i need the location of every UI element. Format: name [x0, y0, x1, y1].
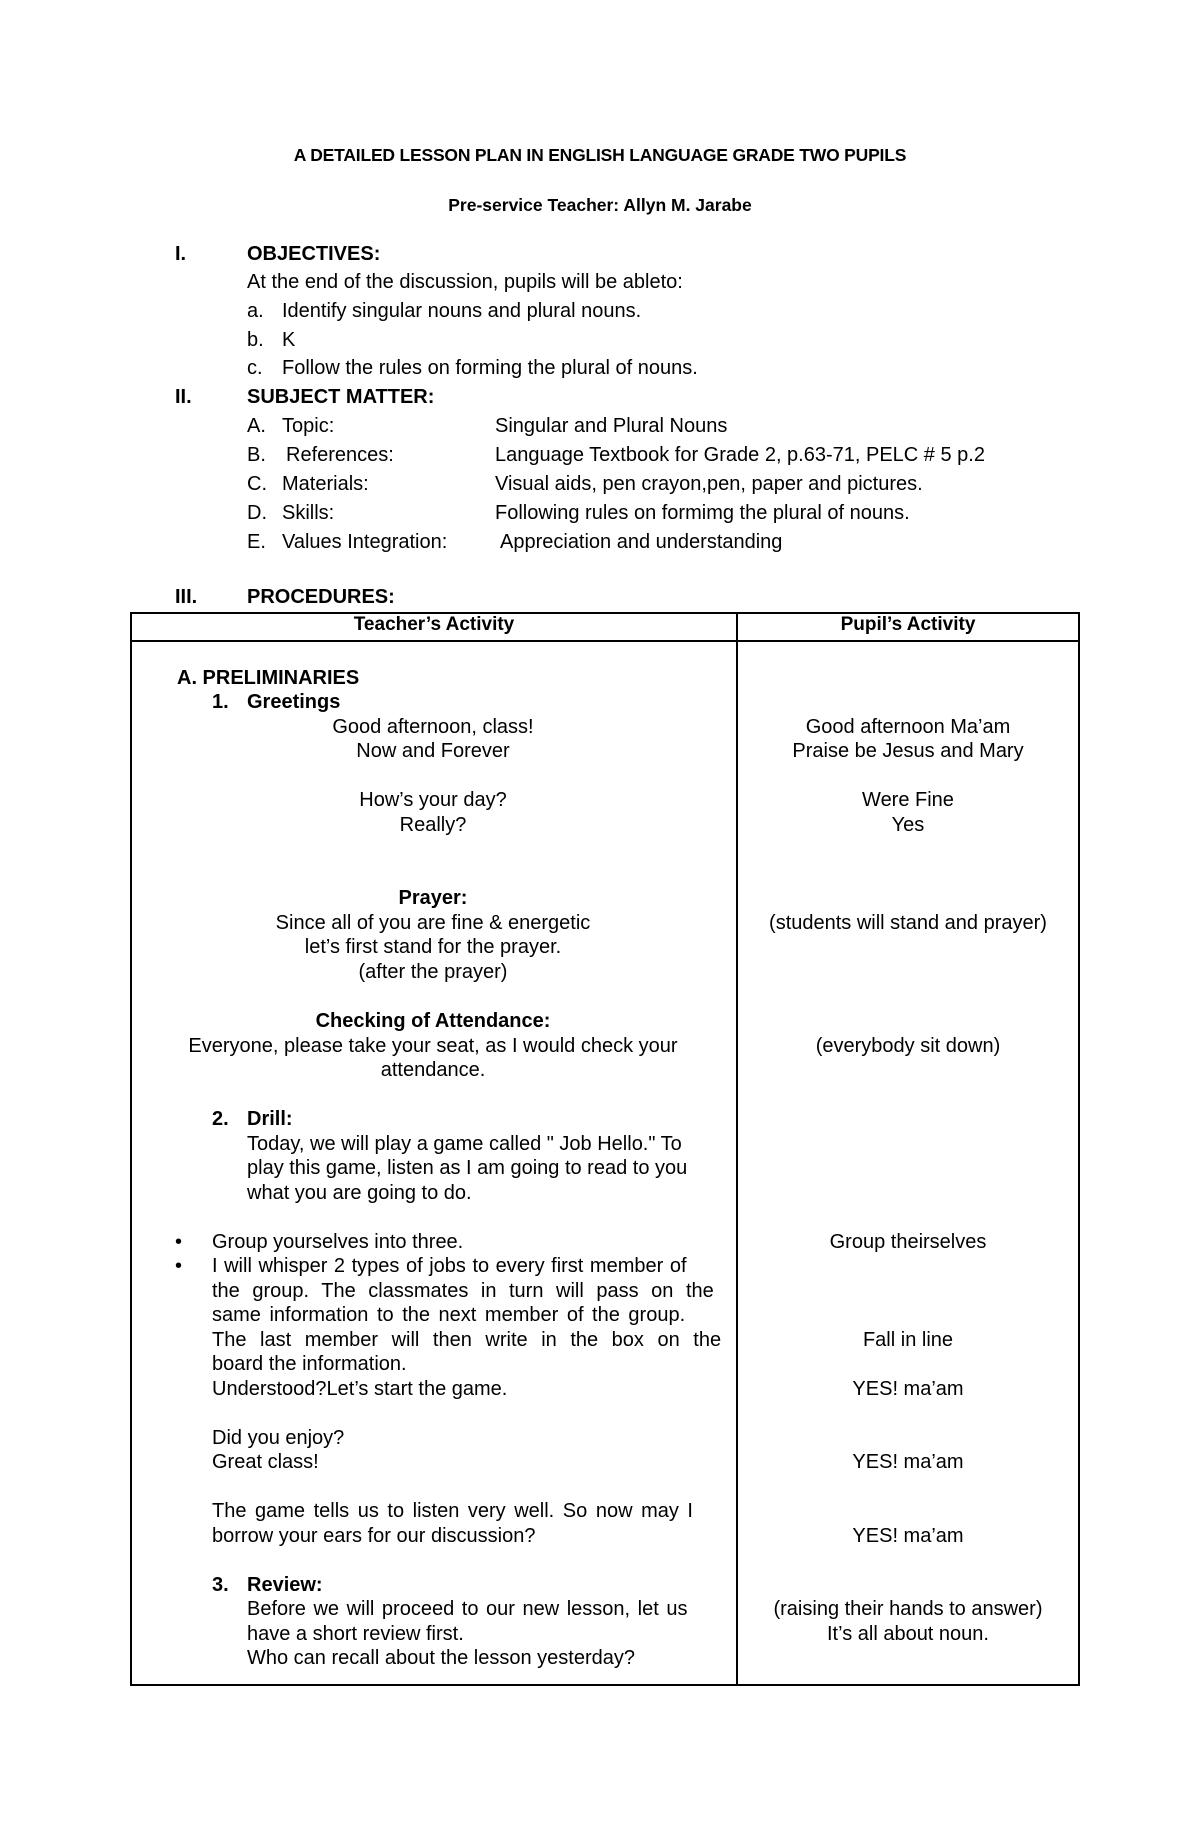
section-number: I.	[175, 243, 187, 265]
section-heading: OBJECTIVES:	[247, 243, 381, 265]
subject-letter: B.	[247, 444, 266, 466]
teacher-activity-cell	[131, 641, 737, 1685]
pupil-line: YES! ma’am	[852, 1451, 964, 1473]
objective-text: Identify singular nouns and plural nouns.	[282, 300, 642, 322]
teacher-line: attendance.	[380, 1059, 486, 1081]
subject-value: Language Textbook for Grade 2, p.63-71, PELC # 5 p.2	[495, 444, 985, 466]
objective-text: K	[282, 329, 296, 351]
teacher-line: The game tells us to listen very well. So now may I	[212, 1500, 693, 1522]
teacher-line: Now and Forever	[356, 740, 510, 762]
prayer-heading: Prayer:	[398, 887, 468, 909]
list-number: 2.	[212, 1108, 229, 1130]
greetings-heading: Greetings	[247, 691, 341, 713]
teacher-line: play this game, listen as I am going to read to you	[247, 1157, 688, 1179]
pupil-column-header: Pupil’s Activity	[737, 613, 1079, 641]
teacher-line: How’s your day?	[359, 789, 507, 811]
pupil-line: Good afternoon Ma’am	[805, 716, 1011, 738]
pupil-line: Fall in line	[862, 1329, 954, 1351]
teacher-line: the group. The classmates in turn will pass on the	[212, 1280, 714, 1302]
document-title: A DETAILED LESSON PLAN IN ENGLISH LANGUAGE GRADE TWO PUPILS	[293, 145, 907, 165]
subject-value: Following rules on formimg the plural of nouns.	[495, 502, 910, 524]
teacher-line: Did you enjoy?	[212, 1427, 345, 1449]
objectives-intro: At the end of the discussion, pupils will be ableto:	[247, 271, 683, 293]
subject-label: Topic:	[282, 415, 335, 437]
teacher-line: Good afternoon, class!	[332, 716, 534, 738]
pupil-line: (raising their hands to answer)	[773, 1598, 1043, 1620]
pupil-line: It’s all about noun.	[827, 1623, 989, 1645]
teacher-line: The last member will then write in the box on the	[212, 1329, 722, 1351]
teacher-line: I will whisper 2 types of jobs to every first member of	[212, 1255, 687, 1277]
teacher-line: Great class!	[212, 1451, 319, 1473]
subject-letter: A.	[247, 415, 266, 437]
subject-value: Visual aids, pen crayon,pen, paper and pictures.	[495, 473, 923, 495]
bullet-icon: •	[175, 1255, 183, 1277]
subject-label: Materials:	[282, 473, 369, 495]
subject-letter: E.	[247, 531, 266, 553]
teacher-line: let’s first stand for the prayer.	[304, 936, 562, 958]
list-number: 1.	[212, 691, 229, 713]
pupil-line: YES! ma’am	[852, 1525, 964, 1547]
teacher-line: borrow your ears for our discussion?	[212, 1525, 536, 1547]
subject-letter: D.	[247, 502, 267, 524]
bullet-icon: •	[175, 1231, 183, 1253]
teacher-line: Understood?Let’s start the game.	[212, 1378, 508, 1400]
preliminaries-heading: A. PRELIMINARIES	[177, 667, 360, 689]
teacher-line: Since all of you are fine & energetic	[275, 912, 591, 934]
pupil-line: Were Fine	[862, 789, 954, 811]
attendance-heading: Checking of Attendance:	[315, 1010, 551, 1032]
list-number: 3.	[212, 1574, 229, 1596]
review-heading: Review:	[247, 1574, 323, 1596]
procedures-table	[130, 612, 1080, 1686]
pupil-line: (students will stand and prayer)	[769, 912, 1047, 934]
teacher-line: Everyone, please take your seat, as I would check your	[188, 1035, 678, 1057]
subject-value: Singular and Plural Nouns	[495, 415, 728, 437]
subject-label: Values Integration:	[282, 531, 448, 553]
pupil-line: YES! ma’am	[852, 1378, 964, 1400]
subject-label: References:	[286, 444, 394, 466]
drill-heading: Drill:	[247, 1108, 293, 1130]
teacher-line: board the information.	[212, 1353, 407, 1375]
section-number: II.	[175, 386, 192, 408]
teacher-line: (after the prayer)	[358, 961, 508, 983]
pupil-line: (everybody sit down)	[815, 1035, 1001, 1057]
objective-text: Follow the rules on forming the plural of nouns.	[282, 357, 698, 379]
subject-letter: C.	[247, 473, 267, 495]
teacher-line: Who can recall about the lesson yesterday?	[247, 1647, 635, 1669]
teacher-line: have a short review first.	[247, 1623, 464, 1645]
objective-letter: a.	[247, 300, 264, 322]
pupil-line: Praise be Jesus and Mary	[792, 740, 1024, 762]
teacher-line: Today, we will play a game called " Job Hello." To	[247, 1133, 682, 1155]
teacher-line: same information to the next member of the group.	[212, 1304, 686, 1326]
pupil-activity-cell	[737, 641, 1079, 1685]
objective-letter: b.	[247, 329, 264, 351]
teacher-line: Before we will proceed to our new lesson, let us	[247, 1598, 688, 1620]
objective-letter: c.	[247, 357, 263, 379]
teacher-line: Group yourselves into three.	[212, 1231, 464, 1253]
teacher-column-header: Teacher’s Activity	[131, 613, 737, 641]
subject-label: Skills:	[282, 502, 335, 524]
section-number: III.	[175, 586, 198, 608]
teacher-line: what you are going to do.	[247, 1182, 472, 1204]
pupil-line: Group theirselves	[829, 1231, 987, 1253]
teacher-name: Pre-service Teacher: Allyn M. Jarabe	[448, 195, 752, 215]
pupil-line: Yes	[891, 814, 925, 836]
teacher-line: Really?	[399, 814, 467, 836]
section-heading: SUBJECT MATTER:	[247, 386, 435, 408]
section-heading: PROCEDURES:	[247, 586, 395, 608]
subject-value: Appreciation and understanding	[500, 531, 783, 553]
